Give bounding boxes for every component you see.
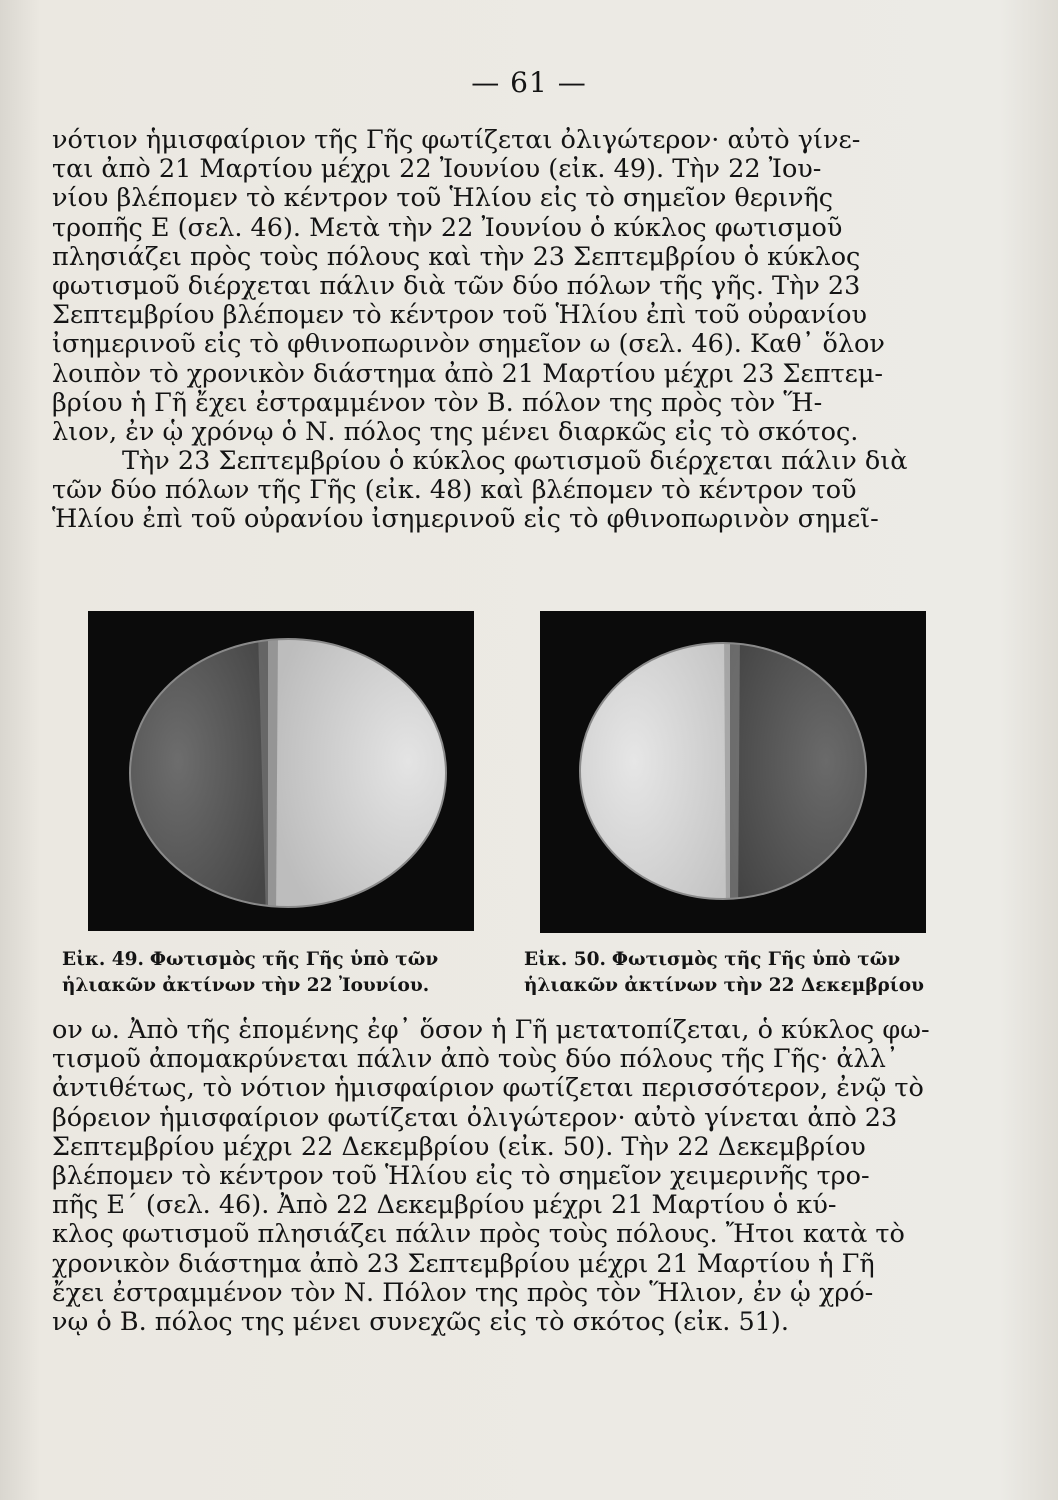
text-line: Σεπτεμβρίου βλέπομεν τὸ κέντρον τοῦ Ἡλίου ἐπὶ τοῦ οὐρανίου xyxy=(52,301,867,331)
text-line: ἀντιθέτως, τὸ νότιον ἡμισφαίριον φωτίζεται περισσότερον, ἐνῷ τὸ xyxy=(52,1074,924,1104)
earth-june-illustration xyxy=(88,611,474,931)
text-line: τισμοῦ ἀπομακρύνεται πάλιν ἀπὸ τοὺς δύο πόλους τῆς Γῆς· ἀλλ᾽ xyxy=(52,1045,899,1075)
text-line: χρονικὸν διάστημα ἀπὸ 23 Σεπτεμβρίου μέχρι 21 Μαρτίου ἡ Γῆ xyxy=(52,1249,875,1279)
text-line: τροπῆς Ε (σελ. 46). Μετὰ τὴν 22 Ἰουνίου ὁ κύκλος φωτισμοῦ xyxy=(52,213,843,243)
text-line: πῆς Ε΄ (σελ. 46). Ἀπὸ 22 Δεκεμβρίου μέχρι 21 Μαρτίου ὁ κύ- xyxy=(52,1191,837,1221)
text-line: βρίου ἡ Γῆ ἔχει ἐστραμμένον τὸν Β. πόλον της πρὸς τὸν Ἥ- xyxy=(52,388,823,418)
text-line: λιον, ἐν ᾧ χρόνῳ ὁ Ν. πόλος της μένει διαρκῶς εἰς τὸ σκότος. xyxy=(52,417,859,447)
figure-49-caption-line2: ἡλιακῶν ἀκτίνων τὴν 22 Ἰουνίου. xyxy=(62,975,430,996)
figure-49-caption xyxy=(62,947,438,999)
figure-49-earth-illumination-june xyxy=(88,611,474,931)
text-line: φωτισμοῦ διέρχεται πάλιν διὰ τῶν δύο πόλων τῆς γῆς. Τὴν 23 xyxy=(52,271,861,301)
text-line: Σεπτεμβρίου μέχρι 22 Δεκεμβρίου (εἰκ. 50). Τὴν 22 Δεκεμβρίου xyxy=(52,1132,866,1162)
text-line: ἔχει ἐστραμμένον τὸν Ν. Πόλον της πρὸς τὸν Ἥλιον, ἐν ᾧ χρό- xyxy=(52,1278,874,1308)
figure-50-label: Εἰκ. 50. xyxy=(524,949,606,970)
figure-50-earth-illumination-december xyxy=(540,611,926,933)
text-line: ἰσημερινοῦ εἰς τὸ φθινοπωρινὸν σημεῖον ω (σελ. 46). Καθ᾽ ὅλον xyxy=(52,330,885,360)
figure-49-label: Εἰκ. 49. xyxy=(62,949,144,970)
text-line: τῶν δύο πόλων τῆς Γῆς (εἰκ. 48) καὶ βλέπομεν τὸ κέντρον τοῦ xyxy=(52,476,857,506)
text-line: βλέπομεν τὸ κέντρον τοῦ Ἡλίου εἰς τὸ σημεῖον χειμερινῆς τρο- xyxy=(52,1161,870,1191)
page-number: — 61 — xyxy=(471,66,587,99)
text-line: νίου βλέπομεν τὸ κέντρον τοῦ Ἡλίου εἰς τὸ σημεῖον θερινῆς xyxy=(52,184,834,214)
figure-50-caption-line1: Φωτισμὸς τῆς Γῆς ὑπὸ τῶν xyxy=(611,949,901,970)
text-line: λοιπὸν τὸ χρονικὸν διάστημα ἀπὸ 21 Μαρτίου μέχρι 23 Σεπτεμ- xyxy=(52,359,884,389)
top-text-block xyxy=(52,126,932,535)
text-line: νῳ ὁ Β. πόλος της μένει συνεχῶς εἰς τὸ σκότος (εἰκ. 51). xyxy=(52,1307,789,1337)
text-line: κλος φωτισμοῦ πλησιάζει πάλιν πρὸς τοὺς πόλους. Ἤτοι κατὰ τὸ xyxy=(52,1220,905,1250)
text-line: βόρειον ἡμισφαίριον φωτίζεται ὀλιγώτερον· αὐτὸ γίνεται ἀπὸ 23 xyxy=(52,1103,898,1133)
figure-49-caption-line1: Φωτισμὸς τῆς Γῆς ὑπὸ τῶν xyxy=(149,949,439,970)
earth-december-illustration xyxy=(540,611,926,933)
figure-50-caption xyxy=(524,947,924,999)
figure-50-caption-line2: ἡλιακῶν ἀκτίνων τὴν 22 Δεκεμβρίου xyxy=(524,975,924,996)
text-line: ται ἀπὸ 21 Μαρτίου μέχρι 22 Ἰουνίου (εἰκ. 49). Τὴν 22 Ἰου- xyxy=(52,155,822,185)
text-line: ον ω. Ἀπὸ τῆς ἑπομένης ἐφ᾽ ὅσον ἡ Γῆ μετατοπίζεται, ὁ κύκλος φω- xyxy=(52,1016,930,1045)
text-line: πλησιάζει πρὸς τοὺς πόλους καὶ τὴν 23 Σεπτεμβρίου ὁ κύκλος xyxy=(52,242,861,272)
text-line: Τὴν 23 Σεπτεμβρίου ὁ κύκλος φωτισμοῦ διέρχεται πάλιν διὰ xyxy=(122,447,908,477)
text-line: νότιον ἡμισφαίριον τῆς Γῆς φωτίζεται ὀλιγώτερον· αὐτὸ γίνε- xyxy=(52,126,861,155)
bottom-text-block xyxy=(52,1016,932,1337)
text-line: Ἡλίου ἐπὶ τοῦ οὐρανίου ἰσημερινοῦ εἰς τὸ φθινοπωρινὸν σημεῖ- xyxy=(52,505,879,535)
